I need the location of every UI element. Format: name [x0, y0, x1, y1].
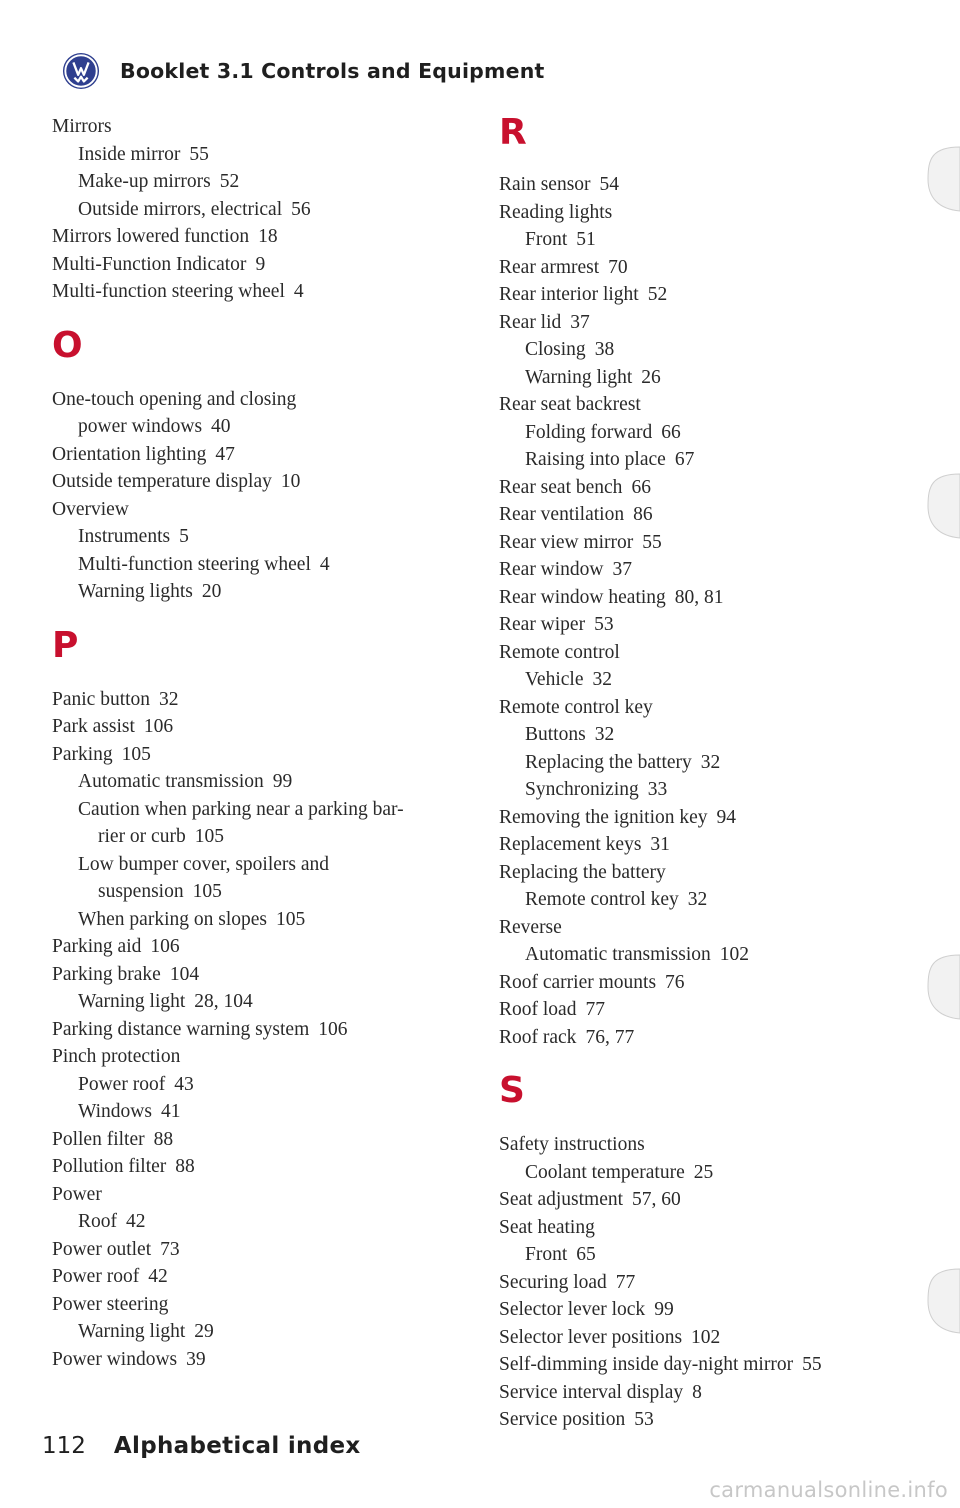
index-entry — [499, 391, 939, 419]
index-entry — [52, 278, 472, 306]
page-reference: 9 — [255, 253, 266, 275]
index-term: Warning lights — [78, 581, 193, 602]
page-reference: 32 — [687, 889, 708, 910]
page-reference: 28, 104 — [194, 991, 253, 1012]
page-reference: 20 — [201, 581, 222, 602]
index-term: Rear interior light — [499, 284, 639, 305]
index-entry — [499, 914, 939, 942]
index-term: Raising into place — [525, 449, 666, 470]
page-reference: 57, 60 — [632, 1189, 681, 1210]
page-number: 112 — [42, 1433, 86, 1459]
index-entry — [499, 501, 939, 529]
index-entry — [52, 1263, 472, 1291]
index-term: Power outlet — [52, 1238, 152, 1260]
index-term: Rear window heating — [499, 586, 666, 608]
page-reference: 70 — [608, 256, 628, 278]
page-reference: 39 — [186, 1348, 206, 1370]
index-term: Rear seat bench — [499, 476, 623, 498]
page-reference: 8 — [692, 1381, 702, 1403]
index-term: Power — [52, 1183, 102, 1205]
index-entry — [499, 969, 939, 997]
page-reference: 55 — [802, 1354, 822, 1375]
index-entry — [499, 529, 939, 557]
index-term: Securing load — [499, 1271, 607, 1293]
index-term: Rear window — [499, 559, 604, 580]
index-term: Make-up mirrors — [78, 171, 211, 192]
index-term: Warning light — [78, 991, 186, 1012]
index-subentry — [52, 906, 472, 934]
index-entry — [499, 1406, 939, 1434]
page-reference: 99 — [272, 771, 293, 792]
index-entry — [499, 859, 939, 887]
index-entry — [499, 1269, 939, 1297]
index-term: One-touch opening and closing — [52, 388, 297, 410]
index-subentry — [499, 226, 939, 254]
index-term: Rear lid — [499, 311, 562, 333]
index-entry — [499, 1296, 939, 1324]
page-reference: 5 — [179, 526, 189, 547]
index-entry — [499, 694, 939, 722]
page-reference: 55 — [642, 531, 662, 553]
page-edge-tab — [918, 472, 960, 540]
page-reference: 86 — [633, 504, 653, 525]
page-reference: 33 — [647, 779, 668, 800]
page-reference: 51 — [576, 229, 596, 250]
index-subentry — [52, 796, 472, 824]
page-reference: 31 — [650, 834, 670, 855]
index-entry — [499, 171, 939, 199]
page-reference: 66 — [661, 421, 681, 443]
section-letter-o: O — [52, 324, 83, 366]
index-subentry — [52, 196, 472, 224]
index-term: Parking brake — [52, 963, 161, 985]
index-term: Inside mirror — [78, 143, 181, 165]
index-term: Instruments — [78, 526, 171, 547]
index-term: Park assist — [52, 716, 135, 737]
page-reference: 66 — [631, 476, 651, 498]
index-subentry — [52, 141, 472, 169]
index-term: Front — [525, 1244, 568, 1265]
index-term: Seat heating — [499, 1216, 595, 1238]
index-term: Overview — [52, 498, 129, 520]
page-reference: 32 — [700, 751, 721, 773]
footer-section-title: Alphabetical index — [113, 1433, 361, 1459]
index-term: Seat adjustment — [499, 1189, 624, 1210]
index-subentry — [499, 364, 939, 392]
index-term: Pollen filter — [52, 1128, 145, 1150]
index-subentry — [52, 823, 472, 851]
index-entry — [499, 1214, 939, 1242]
page-reference: 104 — [169, 963, 200, 985]
page-reference: 32 — [159, 688, 179, 710]
index-entry — [499, 639, 939, 667]
page-reference: 88 — [175, 1156, 195, 1177]
page-reference: 32 — [592, 669, 612, 690]
page-reference: 52 — [647, 284, 668, 305]
page-reference: 4 — [293, 281, 304, 302]
page-reference: 106 — [318, 1018, 348, 1040]
index-term: Roof carrier mounts — [499, 971, 657, 993]
page-reference: 77 — [585, 999, 605, 1020]
index-subentry — [52, 168, 472, 196]
page-edge-tab — [918, 145, 960, 213]
index-term: Replacing the battery — [499, 861, 666, 883]
page-reference: 105 — [194, 826, 224, 847]
index-term: Reading lights — [499, 201, 613, 223]
section-letter-p: P — [52, 624, 79, 666]
index-entry — [499, 1351, 939, 1379]
index-entry — [499, 1379, 939, 1407]
index-term: Warning light — [525, 366, 633, 388]
index-term: Mirrors lowered function — [52, 226, 250, 247]
index-term: Warning light — [78, 1321, 186, 1342]
index-entry — [52, 961, 472, 989]
index-term: Power roof — [78, 1073, 166, 1095]
index-term: Rear wiper — [499, 614, 586, 635]
index-entry — [52, 933, 472, 961]
index-entry — [52, 113, 472, 141]
index-term: Parking — [52, 743, 113, 765]
page-reference: 37 — [570, 311, 590, 333]
index-column-left — [52, 113, 472, 1373]
index-term: Parking aid — [52, 936, 142, 957]
page-header — [62, 50, 545, 92]
index-term: Closing — [525, 339, 586, 360]
index-entry — [52, 386, 472, 414]
index-subentry — [52, 1071, 472, 1099]
page-reference: 106 — [143, 716, 174, 737]
index-entry — [52, 496, 472, 524]
page-reference: 99 — [654, 1299, 674, 1320]
page-reference: 26 — [641, 366, 661, 388]
index-subentry — [52, 988, 472, 1016]
page-reference: 105 — [121, 743, 151, 765]
page-reference: 43 — [174, 1073, 194, 1095]
index-subentry — [52, 1318, 472, 1346]
index-entry — [499, 556, 939, 584]
index-term: power windows — [78, 416, 203, 437]
index-term: Orientation lighting — [52, 443, 207, 465]
booklet-title: Booklet 3.1 Controls and Equipment — [120, 59, 545, 83]
page-reference: 53 — [594, 614, 614, 635]
section-letter-s: S — [499, 1070, 525, 1111]
index-entry — [499, 1186, 939, 1214]
page-reference: 73 — [160, 1238, 180, 1260]
page-reference: 42 — [148, 1266, 168, 1287]
index-entry — [52, 251, 472, 279]
page-reference: 65 — [576, 1244, 596, 1265]
index-subentry — [499, 721, 939, 749]
index-term: Outside temperature display — [52, 471, 272, 492]
index-term: Multi-Function Indicator — [52, 253, 247, 275]
index-term: Multi-function steering wheel — [78, 553, 311, 575]
index-term: Mirrors — [52, 116, 112, 137]
index-entry — [52, 223, 472, 251]
page-reference: 41 — [160, 1101, 181, 1122]
index-term: Safety instructions — [499, 1134, 645, 1155]
index-term: Power steering — [52, 1293, 169, 1315]
page-reference: 32 — [594, 724, 615, 745]
index-term: Multi-function steering wheel — [52, 281, 285, 302]
index-term: Selector lever positions — [499, 1326, 683, 1348]
index-subentry — [499, 1159, 939, 1187]
page-reference: 94 — [716, 806, 737, 828]
page-reference: 38 — [594, 339, 615, 360]
index-term: rier or curb — [98, 826, 186, 847]
index-term: Pollution filter — [52, 1156, 167, 1177]
page-reference: 40 — [211, 416, 231, 437]
index-term: When parking on slopes — [78, 908, 268, 930]
index-subentry — [52, 551, 472, 579]
index-entry — [52, 713, 472, 741]
index-term: Rear armrest — [499, 256, 600, 278]
index-term: Roof rack — [499, 1026, 577, 1048]
page-reference: 80, 81 — [674, 586, 724, 608]
index-subentry — [52, 413, 472, 441]
index-term: Panic button — [52, 688, 151, 710]
page-reference: 102 — [691, 1326, 721, 1348]
page-reference: 52 — [219, 171, 240, 192]
page-reference: 25 — [693, 1161, 714, 1183]
index-subentry — [499, 886, 939, 914]
index-subentry — [499, 941, 939, 969]
index-subentry — [499, 446, 939, 474]
index-entry — [499, 996, 939, 1024]
page-reference: 88 — [153, 1128, 174, 1150]
index-subentry — [499, 666, 939, 694]
page-reference: 18 — [258, 226, 278, 247]
index-entry — [499, 199, 939, 227]
index-term: Rain sensor — [499, 174, 591, 195]
index-entry — [499, 1131, 939, 1159]
index-term: Remote control key — [525, 889, 679, 910]
page-reference: 67 — [674, 449, 695, 470]
index-term: Roof load — [499, 999, 577, 1020]
index-term: Caution when parking near a parking bar- — [78, 798, 404, 820]
index-term: Automatic transmission — [78, 771, 264, 792]
index-term: Low bumper cover, spoilers and — [78, 853, 330, 875]
index-entry — [499, 804, 939, 832]
index-entry — [499, 1024, 939, 1052]
index-term: Parking distance warning system — [52, 1018, 310, 1040]
index-entry — [52, 468, 472, 496]
index-subentry — [52, 1208, 472, 1236]
page-reference: 55 — [189, 143, 209, 165]
index-subentry — [52, 1098, 472, 1126]
index-subentry — [52, 768, 472, 796]
index-subentry — [499, 776, 939, 804]
index-subentry — [499, 1241, 939, 1269]
index-term: Rear view mirror — [499, 531, 634, 553]
index-entry — [52, 1346, 472, 1374]
page-reference: 105 — [276, 908, 306, 930]
page-reference: 56 — [291, 198, 311, 220]
index-subentry — [499, 336, 939, 364]
index-term: Selector lever lock — [499, 1299, 646, 1320]
index-term: Buttons — [525, 724, 586, 745]
index-term: Self-dimming inside day-night mirror — [499, 1354, 794, 1375]
vw-logo-icon — [62, 52, 100, 90]
index-term: Front — [525, 229, 568, 250]
page-reference: 105 — [192, 881, 222, 902]
index-term: Folding forward — [525, 421, 653, 443]
page-reference: 76 — [665, 971, 685, 993]
index-term: Remote control — [499, 641, 620, 663]
page-footer — [42, 1433, 361, 1459]
index-subentry — [52, 523, 472, 551]
index-term: Replacement keys — [499, 834, 642, 855]
index-term: Vehicle — [525, 669, 584, 690]
index-term: Service position — [499, 1409, 626, 1430]
page-reference: 4 — [319, 553, 330, 575]
watermark-text: carmanualsonline.info — [709, 1478, 948, 1502]
index-entry — [52, 686, 472, 714]
page-reference: 37 — [612, 559, 633, 580]
page-reference: 54 — [599, 174, 620, 195]
index-term: Replacing the battery — [525, 751, 692, 773]
index-term: Windows — [78, 1101, 152, 1122]
index-entry — [52, 441, 472, 469]
index-term: Automatic transmission — [525, 944, 711, 965]
page-reference: 10 — [280, 471, 301, 492]
index-term: Power roof — [52, 1266, 140, 1287]
index-entry — [499, 309, 939, 337]
index-term: Reverse — [499, 916, 562, 938]
index-term: Pinch protection — [52, 1046, 181, 1067]
index-term: Power windows — [52, 1348, 178, 1370]
index-subentry — [52, 878, 472, 906]
page-reference: 77 — [615, 1271, 636, 1293]
index-entry — [52, 1016, 472, 1044]
index-term: Service interval display — [499, 1381, 684, 1403]
index-entry — [499, 281, 939, 309]
index-entry — [52, 1153, 472, 1181]
index-subentry — [52, 578, 472, 606]
index-term: Removing the ignition key — [499, 806, 708, 828]
index-term: Coolant temperature — [525, 1161, 685, 1183]
index-entry — [52, 1236, 472, 1264]
index-term: Rear seat backrest — [499, 394, 641, 415]
page-reference: 106 — [150, 936, 180, 957]
index-column-right — [499, 112, 939, 1434]
index-subentry — [52, 851, 472, 879]
index-subentry — [499, 749, 939, 777]
page-reference: 29 — [194, 1321, 214, 1342]
index-entry — [52, 1291, 472, 1319]
page-reference: 102 — [719, 944, 750, 965]
index-term: Remote control key — [499, 696, 653, 718]
page-reference: 47 — [215, 443, 235, 465]
page-reference: 53 — [634, 1409, 654, 1430]
page-edge-tab — [918, 953, 960, 1021]
index-entry — [499, 611, 939, 639]
index-entry — [499, 474, 939, 502]
index-entry — [52, 1043, 472, 1071]
index-entry — [52, 741, 472, 769]
index-term: Outside mirrors, electrical — [78, 198, 283, 220]
index-entry — [499, 831, 939, 859]
index-entry — [499, 1324, 939, 1352]
index-subentry — [499, 419, 939, 447]
index-term: Synchronizing — [525, 779, 639, 800]
page-edge-tab — [918, 1267, 960, 1335]
index-entry — [499, 254, 939, 282]
page-reference: 76, 77 — [585, 1026, 635, 1048]
index-term: Roof — [78, 1211, 117, 1232]
index-entry — [52, 1126, 472, 1154]
index-entry — [499, 584, 939, 612]
index-term: Rear ventilation — [499, 504, 625, 525]
page-reference: 42 — [126, 1211, 146, 1232]
section-letter-r: R — [499, 112, 527, 153]
index-entry — [52, 1181, 472, 1209]
index-term: suspension — [98, 881, 184, 902]
